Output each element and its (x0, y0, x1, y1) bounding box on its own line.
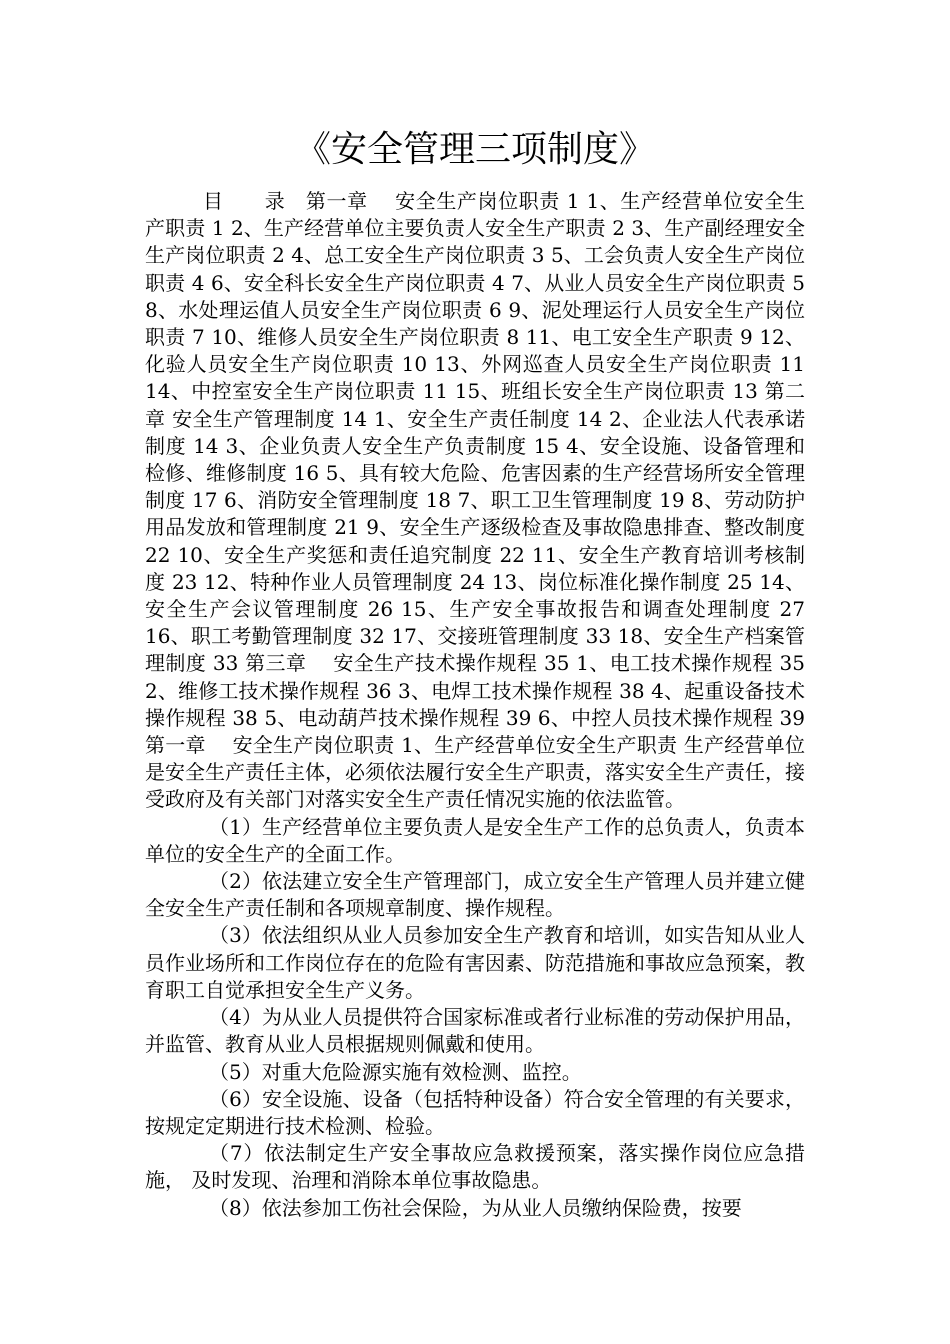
document-page (145, 126, 832, 1222)
document-title: 《安全管理三项制度》 (294, 129, 655, 170)
duty-paragraph-2: （2）依法建立安全生产管理部门，成立安全生产管理人员并建立健全安全生产责任制和各项规章制度、操作规程。 (145, 869, 805, 921)
duty-paragraph-5: （5）对重大危险源实施有效检测、监控。 (209, 1059, 582, 1084)
duty-paragraph-3: （3）依法组织从业人员参加安全生产教育和培训，如实告知从业人员作业场所和工作岗位存在的危险有害因素、防范措施和事故应急预案，教育职工自觉承担安全生产义务。 (145, 923, 805, 1002)
duty-paragraph-1: （1）生产经营单位主要负责人是安全生产工作的总负责人，负责本单位的安全生产的全面工作。 (145, 814, 805, 866)
duty-paragraph-6: （6）安全设施、设备（包括特种设备）符合安全管理的有关要求，按规定定期进行技术检测、检验。 (145, 1086, 805, 1138)
duty-paragraph-7: （7）依法制定生产安全事故应急救援预案，落实操作岗位应急措施， 及时发现、治理和消除本单位事故隐患。 (145, 1141, 805, 1193)
table-of-contents-text: 目 录 第一章 安全生产岗位职责 1 1、生产经营单位安全生产职责 1 2、生产经营单位主要负责人安全生产职责 2 3、生产副经理安全生产岗位职责 2 4、总工安全生产岗位职责 3 5、工会负责人安全生产岗位职责 4 6、安全科长安全生产岗位职责 4 7、从业人员安全生产岗位职责 5 8、水处理运值人员安全生产岗位职责 6 9、泥处理运行人员安全生产岗位职责 7 10、维修人员安全生产岗位职责 8 11、电工安全生产职责 9 12、化验人员安全生产岗位职责 10 13、外网巡查人员安全生产岗位职责 11 14、中控室安全生产岗位职责 11 15、班组长安全生产岗位职责 13 第二章 安全生产管理制度 14 1、安全生产责任制度 14 2、企业法人代表承诺制度 14 3、企业负责人安全生产负责制度 15 4、安全设施、设备管理和检修、维修制度 16 5、具有较大危险、危害因素的生产经营场所安全管理制度 17 6、消防安全管理制度 18 7、职工卫生管理制度 19 8、劳动防护用品发放和管理制度 21 9、安全生产逐级检查及事故隐患排查、整改制度 22 10、安全生产奖惩和责任追究制度 22 11、安全生产教育培训考核制度 23 12、特种作业人员管理制度 24 13、岗位标准化操作制度 25 14、安全生产会议管理制度 26 15、生产安全事故报告和调查处理制度 27 16、职工考勤管理制度 32 17、交接班管理制度 33 18、安全生产档案管理制度 33 第三章 安全生产技术操作规程 35 1、电工技术操作规程 35 2、维修工技术操作规程 36 3、电焊工技术操作规程 38 4、起重设备技术操作规程 38 5、电动葫芦技术操作规程 39 6、中控人员技术操作规程 39 第一章 安全生产岗位职责 1、生产经营单位安全生产职责 生产经营单位是安全生产责任主体，必须依法履行安全生产职责，落实安全生产责任，接受政府及有关部门对落实安全生产责任情况实施的依法监管。 (145, 189, 832, 812)
duty-paragraph-8: （8）依法参加工伤社会保险，为从业人员缴纳保险费，按要 (209, 1195, 742, 1220)
duty-paragraph-4: （4）为从业人员提供符合国家标准或者行业标准的劳动保护用品，并监管、教育从业人员根据规则佩戴和使用。 (145, 1005, 805, 1057)
